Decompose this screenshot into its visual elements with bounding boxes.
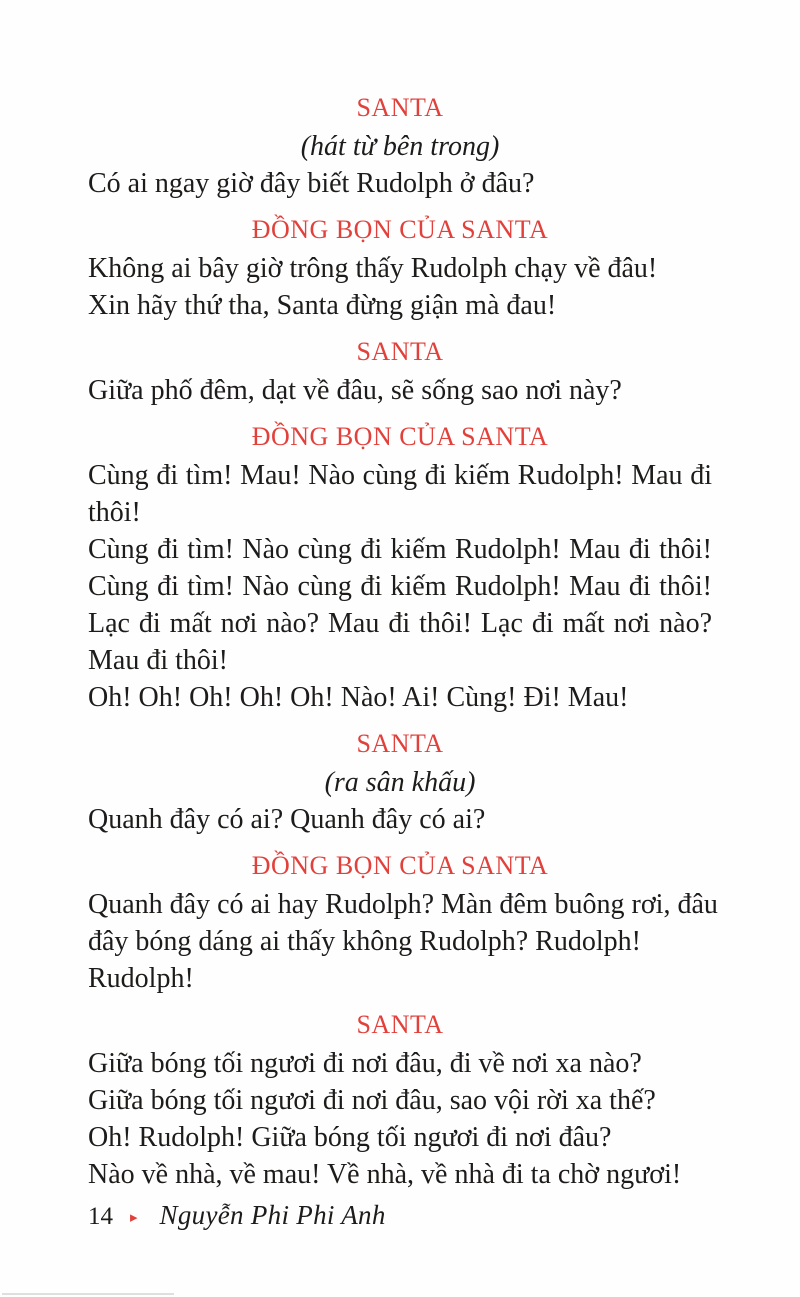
- character-cue: SANTA: [356, 337, 444, 366]
- character-cue: ĐỒNG BỌN CỦA SANTA: [251, 851, 549, 880]
- dialogue-line: Cùng đi tìm! Nào cùng đi kiếm Rudolph! Mau đi thôi!: [88, 534, 712, 565]
- character-cue: ĐỒNG BỌN CỦA SANTA: [251, 215, 549, 244]
- character-cue: SANTA: [356, 1010, 444, 1039]
- character-cue: SANTA: [356, 729, 444, 758]
- character-cue: SANTA: [356, 93, 444, 122]
- script-content: [88, 93, 718, 1193]
- dialogue-line: Giữa bóng tối ngươi đi nơi đâu, đi về nơi xa nào?: [88, 1048, 642, 1079]
- dialogue-line: Oh! Oh! Oh! Oh! Oh! Nào! Ai! Cùng! Đi! Mau!: [88, 682, 629, 713]
- dialogue-line: Cùng đi tìm! Mau! Nào cùng đi kiếm Rudolph! Mau đi: [88, 460, 712, 491]
- dialogue-line: thôi!: [88, 497, 141, 528]
- dialogue-line: Giữa phố đêm, dạt về đâu, sẽ sống sao nơi này?: [88, 375, 622, 406]
- dialogue-line: Quanh đây có ai? Quanh đây có ai?: [88, 804, 486, 835]
- triangle-bullet-icon: ▸: [130, 1210, 138, 1226]
- character-cue: ĐỒNG BỌN CỦA SANTA: [251, 422, 549, 451]
- dialogue-line: Quanh đây có ai hay Rudolph? Màn đêm buông rơi, đâu: [88, 889, 718, 920]
- page-footer: [88, 1198, 386, 1234]
- stage-direction: (ra sân khấu): [324, 767, 476, 798]
- dialogue-line: Nào về nhà, về mau! Về nhà, về nhà đi ta chờ ngươi!: [88, 1159, 682, 1190]
- dialogue-line: Lạc đi mất nơi nào? Mau đi thôi! Lạc đi mất nơi nào?: [88, 608, 712, 639]
- dialogue-line: Có ai ngay giờ đây biết Rudolph ở đâu?: [88, 168, 535, 199]
- dialogue-line: Xin hãy thứ tha, Santa đừng giận mà đau!: [88, 290, 557, 321]
- page-number: 14: [88, 1203, 113, 1230]
- scan-artifact-line: [2, 1293, 174, 1295]
- dialogue-line: Giữa bóng tối ngươi đi nơi đâu, sao vội rời xa thế?: [88, 1085, 656, 1116]
- dialogue-line: đây bóng dáng ai thấy không Rudolph? Rudolph! Rudolph!: [88, 926, 641, 994]
- author-name: Nguyễn Phi Phi Anh: [159, 1200, 386, 1230]
- dialogue-line: Oh! Rudolph! Giữa bóng tối ngươi đi nơi đâu?: [88, 1122, 612, 1153]
- stage-direction: (hát từ bên trong): [300, 131, 500, 162]
- dialogue-line: Mau đi thôi!: [88, 645, 228, 676]
- dialogue-line: Không ai bây giờ trông thấy Rudolph chạy về đâu!: [88, 253, 658, 284]
- dialogue-line: Cùng đi tìm! Nào cùng đi kiếm Rudolph! Mau đi thôi!: [88, 571, 712, 602]
